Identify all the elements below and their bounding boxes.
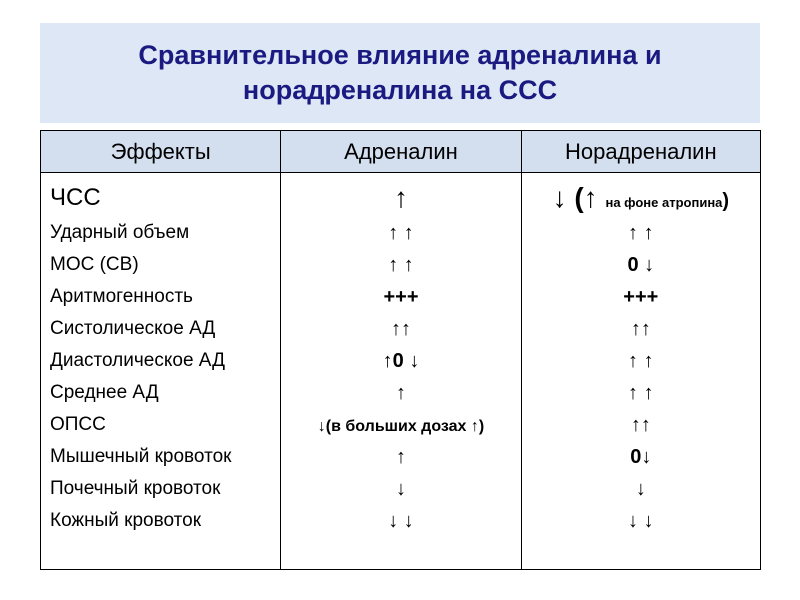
noradrenaline-value: 0↓	[630, 446, 652, 468]
adrenaline-value: ↑0 ↓	[382, 350, 420, 372]
noradrenaline-close-paren: )	[722, 190, 730, 212]
noradrenaline-value-main: ↓ (↑	[552, 182, 606, 213]
adrenaline-value: ↓ ↓	[388, 510, 414, 532]
title-line-1: Сравнительное влияние адреналина и	[138, 40, 662, 70]
effects-list	[41, 173, 280, 537]
table-body-row	[41, 173, 761, 570]
noradrenaline-value: ↑ ↑	[628, 350, 654, 372]
noradrenaline-note: на фоне атропина	[605, 195, 723, 210]
header-adrenaline: Адреналин	[281, 131, 521, 173]
adrenaline-cell	[281, 173, 521, 570]
adrenaline-value: ↑	[395, 446, 406, 468]
adrenaline-value: ↑ ↑	[388, 222, 414, 244]
effect-item: Мышечный кровоток	[50, 446, 232, 467]
effect-item: Почечный кровоток	[50, 478, 221, 499]
effect-item: МОС (СВ)	[50, 254, 139, 275]
effect-item: ЧСС	[50, 184, 101, 211]
noradrenaline-value: +++	[623, 286, 659, 308]
noradrenaline-value	[522, 179, 760, 217]
adrenaline-value: +++	[383, 286, 419, 308]
adrenaline-value-text: ↓(в больших дозах ↑)	[317, 418, 485, 435]
effect-item: Кожный кровоток	[50, 510, 202, 531]
adrenaline-value	[281, 409, 520, 441]
adrenaline-value: ↑	[393, 182, 408, 213]
adrenaline-list	[281, 173, 520, 537]
adrenaline-value: ↑	[395, 382, 406, 404]
effect-item: Ударный объем	[50, 222, 190, 243]
effect-item: Систолическое АД	[50, 318, 216, 339]
effect-item: ОПСС	[50, 414, 106, 435]
effect-item: Среднее АД	[50, 382, 159, 403]
adrenaline-value: ↓	[395, 478, 406, 500]
header-effects: Эффекты	[41, 131, 281, 173]
noradrenaline-list	[522, 173, 760, 537]
noradrenaline-value: ↑↑	[630, 318, 651, 340]
effect-item: Диастолическое АД	[50, 350, 225, 371]
effects-cell	[41, 173, 281, 570]
table-header-row	[41, 131, 761, 173]
adrenaline-value: ↑ ↑	[388, 254, 414, 276]
title-line-2: норадреналина на ССС	[242, 75, 558, 105]
noradrenaline-cell	[521, 173, 760, 570]
noradrenaline-value: ↑ ↑	[628, 222, 654, 244]
noradrenaline-value: ↓	[635, 478, 646, 500]
noradrenaline-value: 0 ↓	[627, 254, 655, 276]
slide-title	[40, 23, 760, 123]
noradrenaline-value: ↑ ↑	[628, 382, 654, 404]
noradrenaline-value: ↓ ↓	[628, 510, 654, 532]
adrenaline-value: ↑↑	[390, 318, 411, 340]
comparison-table	[40, 130, 761, 570]
effect-item: Аритмогенность	[50, 286, 193, 307]
header-noradrenaline: Норадреналин	[521, 131, 760, 173]
noradrenaline-value: ↑↑	[630, 414, 651, 436]
